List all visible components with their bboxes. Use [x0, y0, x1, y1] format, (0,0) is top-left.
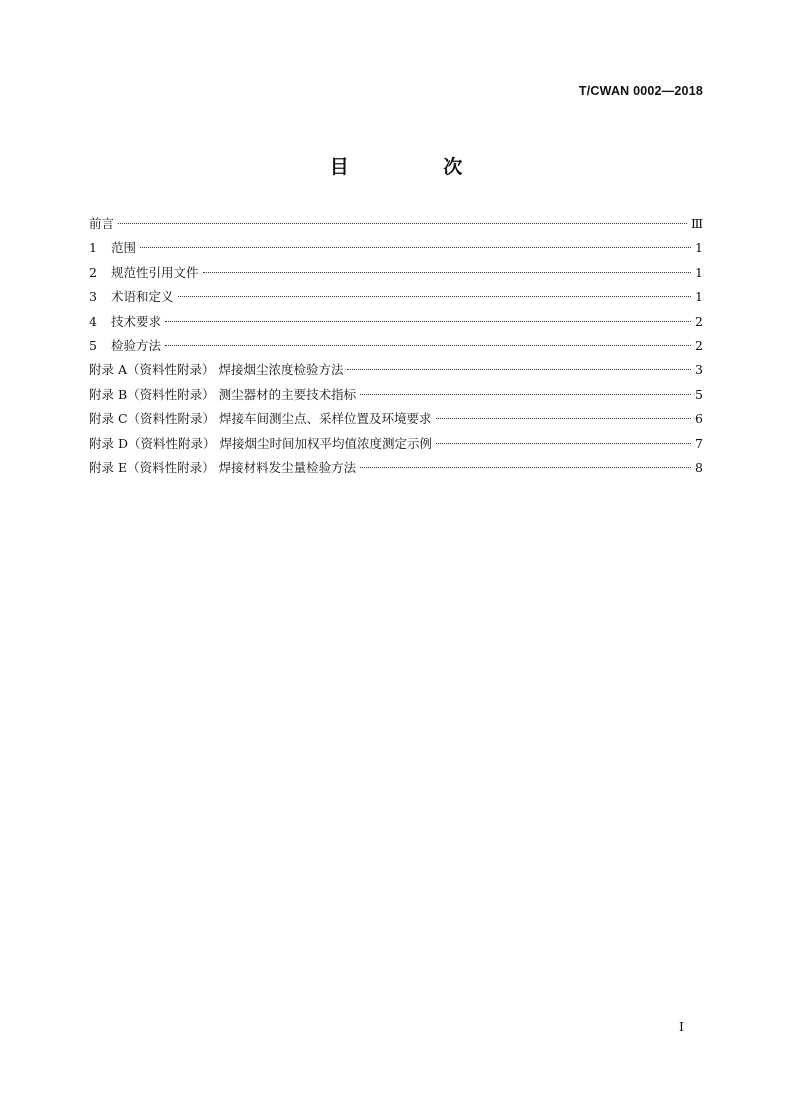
toc-dot-leader — [165, 321, 691, 322]
toc-entry[interactable] — [89, 287, 703, 311]
toc-entry-page: 1 — [695, 264, 703, 280]
page-number: I — [679, 1019, 684, 1034]
toc-entry-title: 附录 D（资料性附录） 焊接烟尘时间加权平均值浓度测定示例 — [89, 435, 432, 451]
toc-entry[interactable] — [89, 385, 703, 409]
toc-entry-title: 术语和定义 — [111, 289, 174, 305]
toc-entry[interactable] — [89, 238, 703, 262]
toc-entry-page: 6 — [695, 411, 703, 427]
toc-dot-leader — [118, 223, 687, 224]
toc-entry-page: 5 — [695, 386, 703, 402]
toc-dot-leader — [360, 394, 691, 395]
document-id: T/CWAN 0002—2018 — [578, 84, 703, 98]
toc-dot-leader — [203, 272, 691, 273]
toc-entry-page: 2 — [695, 337, 703, 353]
toc-entry-page: 2 — [695, 313, 703, 329]
toc-entry-title: 附录 A（资料性附录） 焊接烟尘浓度检验方法 — [89, 362, 344, 378]
toc-entry[interactable] — [89, 312, 703, 336]
toc-entry-page: 7 — [695, 435, 703, 451]
toc-dot-leader — [140, 247, 691, 248]
toc-dot-leader — [360, 467, 691, 468]
toc-entry-title: 技术要求 — [111, 313, 162, 329]
toc-entry[interactable] — [89, 263, 703, 287]
toc-entry[interactable] — [89, 360, 703, 384]
toc-entry-number: 1 — [89, 240, 97, 256]
toc-dot-leader — [178, 296, 691, 297]
toc-entry-page: 1 — [695, 240, 703, 256]
table-of-contents — [89, 214, 703, 482]
toc-entry-page: 1 — [695, 289, 703, 305]
toc-entry-title: 附录 C（资料性附录） 焊接车间测尘点、采样位置及环境要求 — [89, 411, 432, 427]
toc-entry[interactable] — [89, 409, 703, 433]
toc-entry[interactable] — [89, 336, 703, 360]
toc-dot-leader — [436, 443, 691, 444]
toc-entry-page: 8 — [695, 459, 703, 475]
toc-entry-page: 3 — [695, 362, 703, 378]
toc-entry-number: 5 — [89, 337, 97, 353]
toc-entry[interactable] — [89, 434, 703, 458]
toc-dot-leader — [165, 345, 691, 346]
toc-entry-number: 3 — [89, 289, 97, 305]
page-title: 目 次 — [329, 156, 507, 178]
toc-entry-title: 附录 E（资料性附录） 焊接材料发尘量检验方法 — [89, 459, 357, 475]
toc-entry-number: 4 — [89, 313, 97, 329]
toc-entry-title: 检验方法 — [111, 337, 162, 353]
toc-entry-number: 2 — [89, 264, 97, 280]
toc-entry-title: 前言 — [89, 216, 115, 231]
toc-entry-title: 范围 — [111, 240, 137, 256]
toc-entry-page: Ⅲ — [690, 216, 703, 231]
toc-entry[interactable] — [89, 458, 703, 482]
toc-entry-title: 附录 B（资料性附录） 测尘器材的主要技术指标 — [89, 386, 357, 402]
toc-dot-leader — [347, 369, 691, 370]
toc-dot-leader — [436, 418, 691, 419]
toc-entry-title: 规范性引用文件 — [111, 264, 199, 280]
toc-entry[interactable] — [89, 214, 703, 238]
